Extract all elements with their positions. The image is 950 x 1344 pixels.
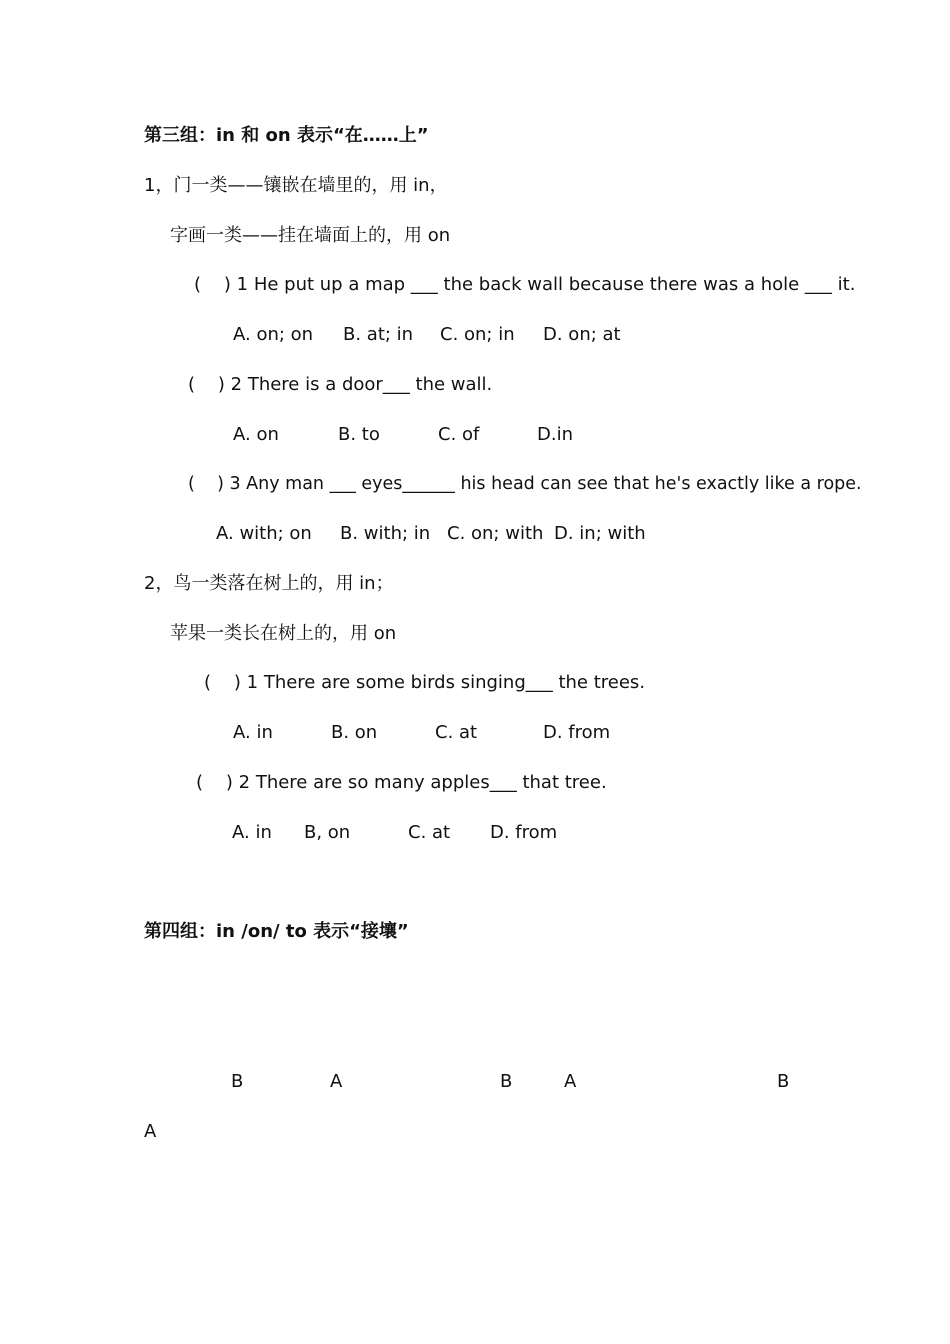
question-5-option-d: D. from: [490, 822, 558, 843]
rule1-line-b: 字画一类——挂在墙面上的，用 on: [170, 225, 451, 246]
question-3-option-b: B. with; in: [340, 523, 431, 544]
question-4-option-d: D. from: [543, 722, 611, 743]
question-3-option-d: D. in; with: [554, 523, 646, 544]
question-5-stem: ( ) 2 There are so many apples___ that tree.: [196, 772, 607, 793]
diagram-label: A: [144, 1121, 157, 1142]
question-3-option-a: A. with; on: [216, 523, 312, 544]
question-1-option-b: B. at; in: [343, 324, 414, 345]
diagram-label: A: [330, 1071, 343, 1092]
question-3-stem: ( ) 3 Any man ___ eyes______ his head can see that he's exactly like a rope.: [188, 474, 862, 494]
diagram-label: B: [231, 1071, 244, 1092]
question-1-option-d: D. on; at: [543, 324, 621, 345]
question-1-option-a: A. on; on: [233, 324, 314, 345]
diagram-label: A: [564, 1071, 577, 1092]
rule1-line-a: 1，门一类——镶嵌在墙里的，用 in，: [144, 175, 448, 196]
question-2-option-b: B. to: [338, 424, 380, 445]
question-2-option-c: C. of: [438, 424, 480, 445]
diagram-label: B: [500, 1071, 513, 1092]
group4-heading: 第四组：in /on/ to 表示“接壤”: [144, 921, 409, 942]
question-3-option-c: C. on; with: [447, 523, 544, 544]
question-2-option-d: D.in: [537, 424, 573, 445]
diagram-label: B: [777, 1071, 790, 1092]
question-4-option-b: B. on: [331, 722, 378, 743]
question-1-stem: ( ) 1 He put up a map ___ the back wall because there was a hole ___ it.: [194, 274, 856, 295]
question-2-option-a: A. on: [233, 424, 279, 445]
question-4-option-a: A. in: [233, 722, 273, 743]
question-2-stem: ( ) 2 There is a door___ the wall.: [188, 374, 493, 395]
question-4-stem: ( ) 1 There are some birds singing___ the trees.: [204, 672, 646, 693]
question-5-option-b: B, on: [304, 822, 351, 843]
question-1-option-c: C. on; in: [440, 324, 515, 345]
rule2-line-a: 2，鸟一类落在树上的，用 in；: [144, 573, 394, 594]
question-4-option-c: C. at: [435, 722, 478, 743]
question-5-option-a: A. in: [232, 822, 272, 843]
group3-heading: 第三组：in 和 on 表示“在……上”: [144, 125, 429, 146]
rule2-line-b: 苹果一类长在树上的，用 on: [170, 623, 397, 644]
question-5-option-c: C. at: [408, 822, 451, 843]
